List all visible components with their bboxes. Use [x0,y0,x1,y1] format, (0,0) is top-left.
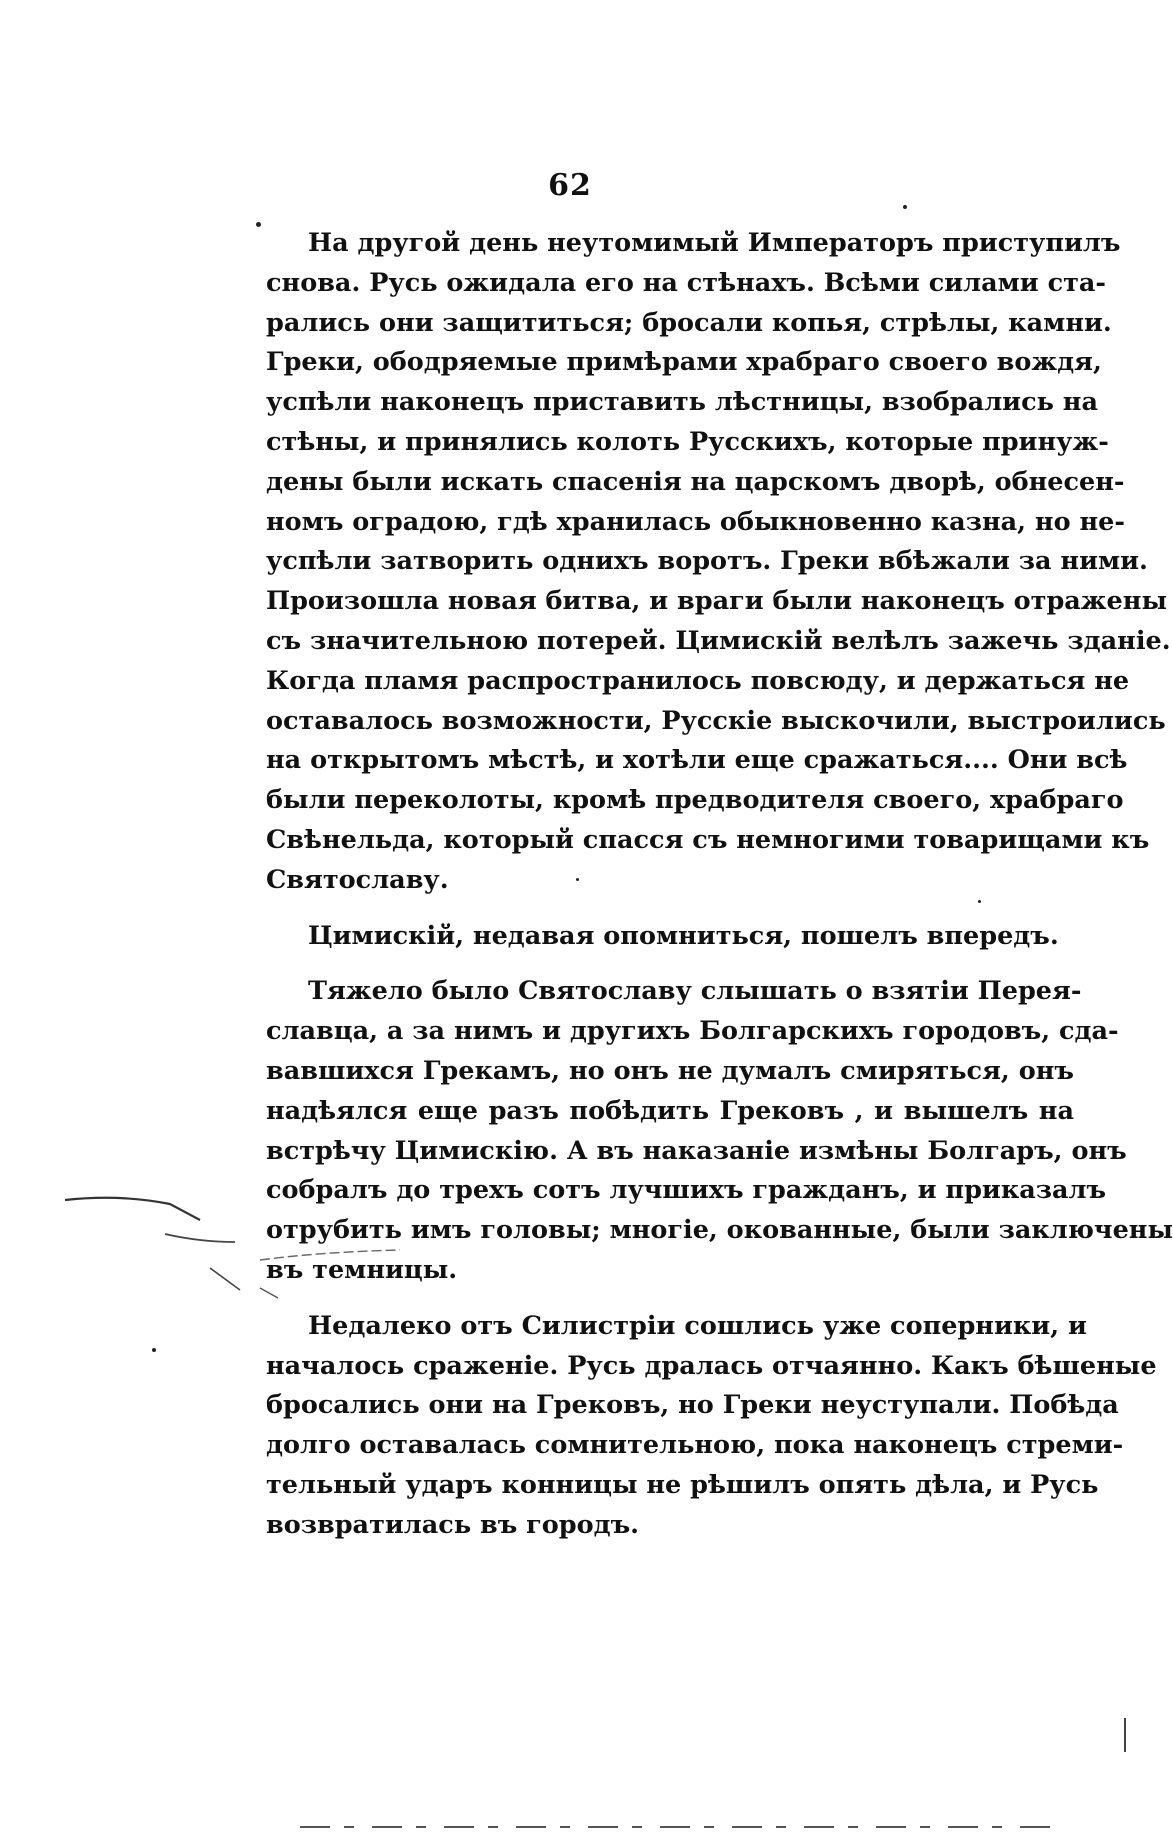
text-line: Греки, ободряемые примѣрами храбраго своего вождя, [266,347,1102,378]
text-line: На другой день неутомимый Императоръ приступилъ [308,228,1121,258]
text-line: снова. Русь ожидала его на стѣнахъ. Всѣми силами ста- [266,267,1107,298]
text-line: рались они защититься; бросали копья, стрѣлы, камни. [266,307,1112,338]
text-line: вавшихся Грекамъ, но онъ не думалъ смиряться, онъ [266,1055,1074,1086]
text-line: успѣли затворить однихъ воротъ. Греки вбѣжали за ними. [266,546,1148,577]
text-line: оставалось возможности, Русскіе выскочили, выстроились [266,705,1166,736]
scan-edge-dashes [300,1823,1060,1831]
text-line: славца, а за нимъ и другихъ Болгарскихъ городовъ, сда- [266,1016,1119,1047]
text-line: Святославу. [266,864,449,895]
text-line: въ темницы. [266,1254,458,1285]
text-line: Когда пламя распространилось повсюду, и держаться не [266,665,1130,696]
text-line: возвратилась въ городъ. [266,1509,640,1540]
text-line: Цимискій, недавая опомниться, пошелъ впередъ. [308,920,1059,951]
body-text [266,224,1173,1546]
text-line: были переколоты, кромѣ предводителя своего, храбраго [266,785,1124,816]
text-line: долго оставалась сомнительною, пока наконецъ стреми- [266,1430,1124,1461]
stray-mark [903,205,907,209]
text-line: Недалеко отъ Силистріи сошлись уже соперники, и [308,1310,1087,1341]
text-line: Тяжело было Святославу слышать о взятіи Перея- [308,976,1082,1007]
page-number: 62 [548,168,592,203]
paragraph-2 [266,917,1074,957]
text-line: началось сраженіе. Русь дралась отчаянно. Какъ бѣшеные [266,1350,1157,1381]
text-line: дены были искать спасенія на царскомъ дворѣ, обнесен- [266,466,1125,497]
text-line: съ значительною потерей. Цимискій велѣлъ зажечь зданіе. [266,625,1171,656]
paragraph-1 [266,224,1171,901]
edge-mark [1124,1718,1126,1752]
text-line: бросались они на Грековъ, но Греки неуступали. Побѣда [266,1390,1119,1421]
text-line: номъ оградою, гдѣ хранилась обыкновенно казна, но не- [266,506,1125,537]
stray-mark [576,878,579,881]
text-line: Произошла новая битва, и враги были наконецъ отражены [266,586,1168,617]
text-line: встрѣчу Цимискію. А въ наказаніе измѣны Болгаръ, онъ [266,1135,1127,1166]
text-line: надѣялся еще разъ побѣдить Грековъ , и вышелъ на [266,1095,1074,1126]
text-line: тельный ударъ конницы не рѣшилъ опять дѣла, и Русь [266,1469,1099,1500]
text-line: успѣли наконецъ приставить лѣстницы, взобрались на [266,387,1098,418]
paragraph-4 [266,1307,1157,1546]
text-line: стѣны, и принялись колоть Русскихъ, которые принуж- [266,426,1109,457]
stray-mark [978,900,981,903]
text-line: собралъ до трехъ сотъ лучшихъ гражданъ, и приказалъ [266,1175,1107,1206]
text-line: отрубить имъ головы; многіе, окованные, были заключены [266,1215,1173,1246]
stray-mark [152,1348,156,1352]
text-line: Свѣнельда, который спасся съ немногими товарищами къ [266,824,1150,855]
text-line: на открытомъ мѣстѣ, и хотѣли еще сражаться.... Они всѣ [266,745,1128,776]
stray-mark [256,222,261,227]
margin-scribble [60,1180,460,1300]
